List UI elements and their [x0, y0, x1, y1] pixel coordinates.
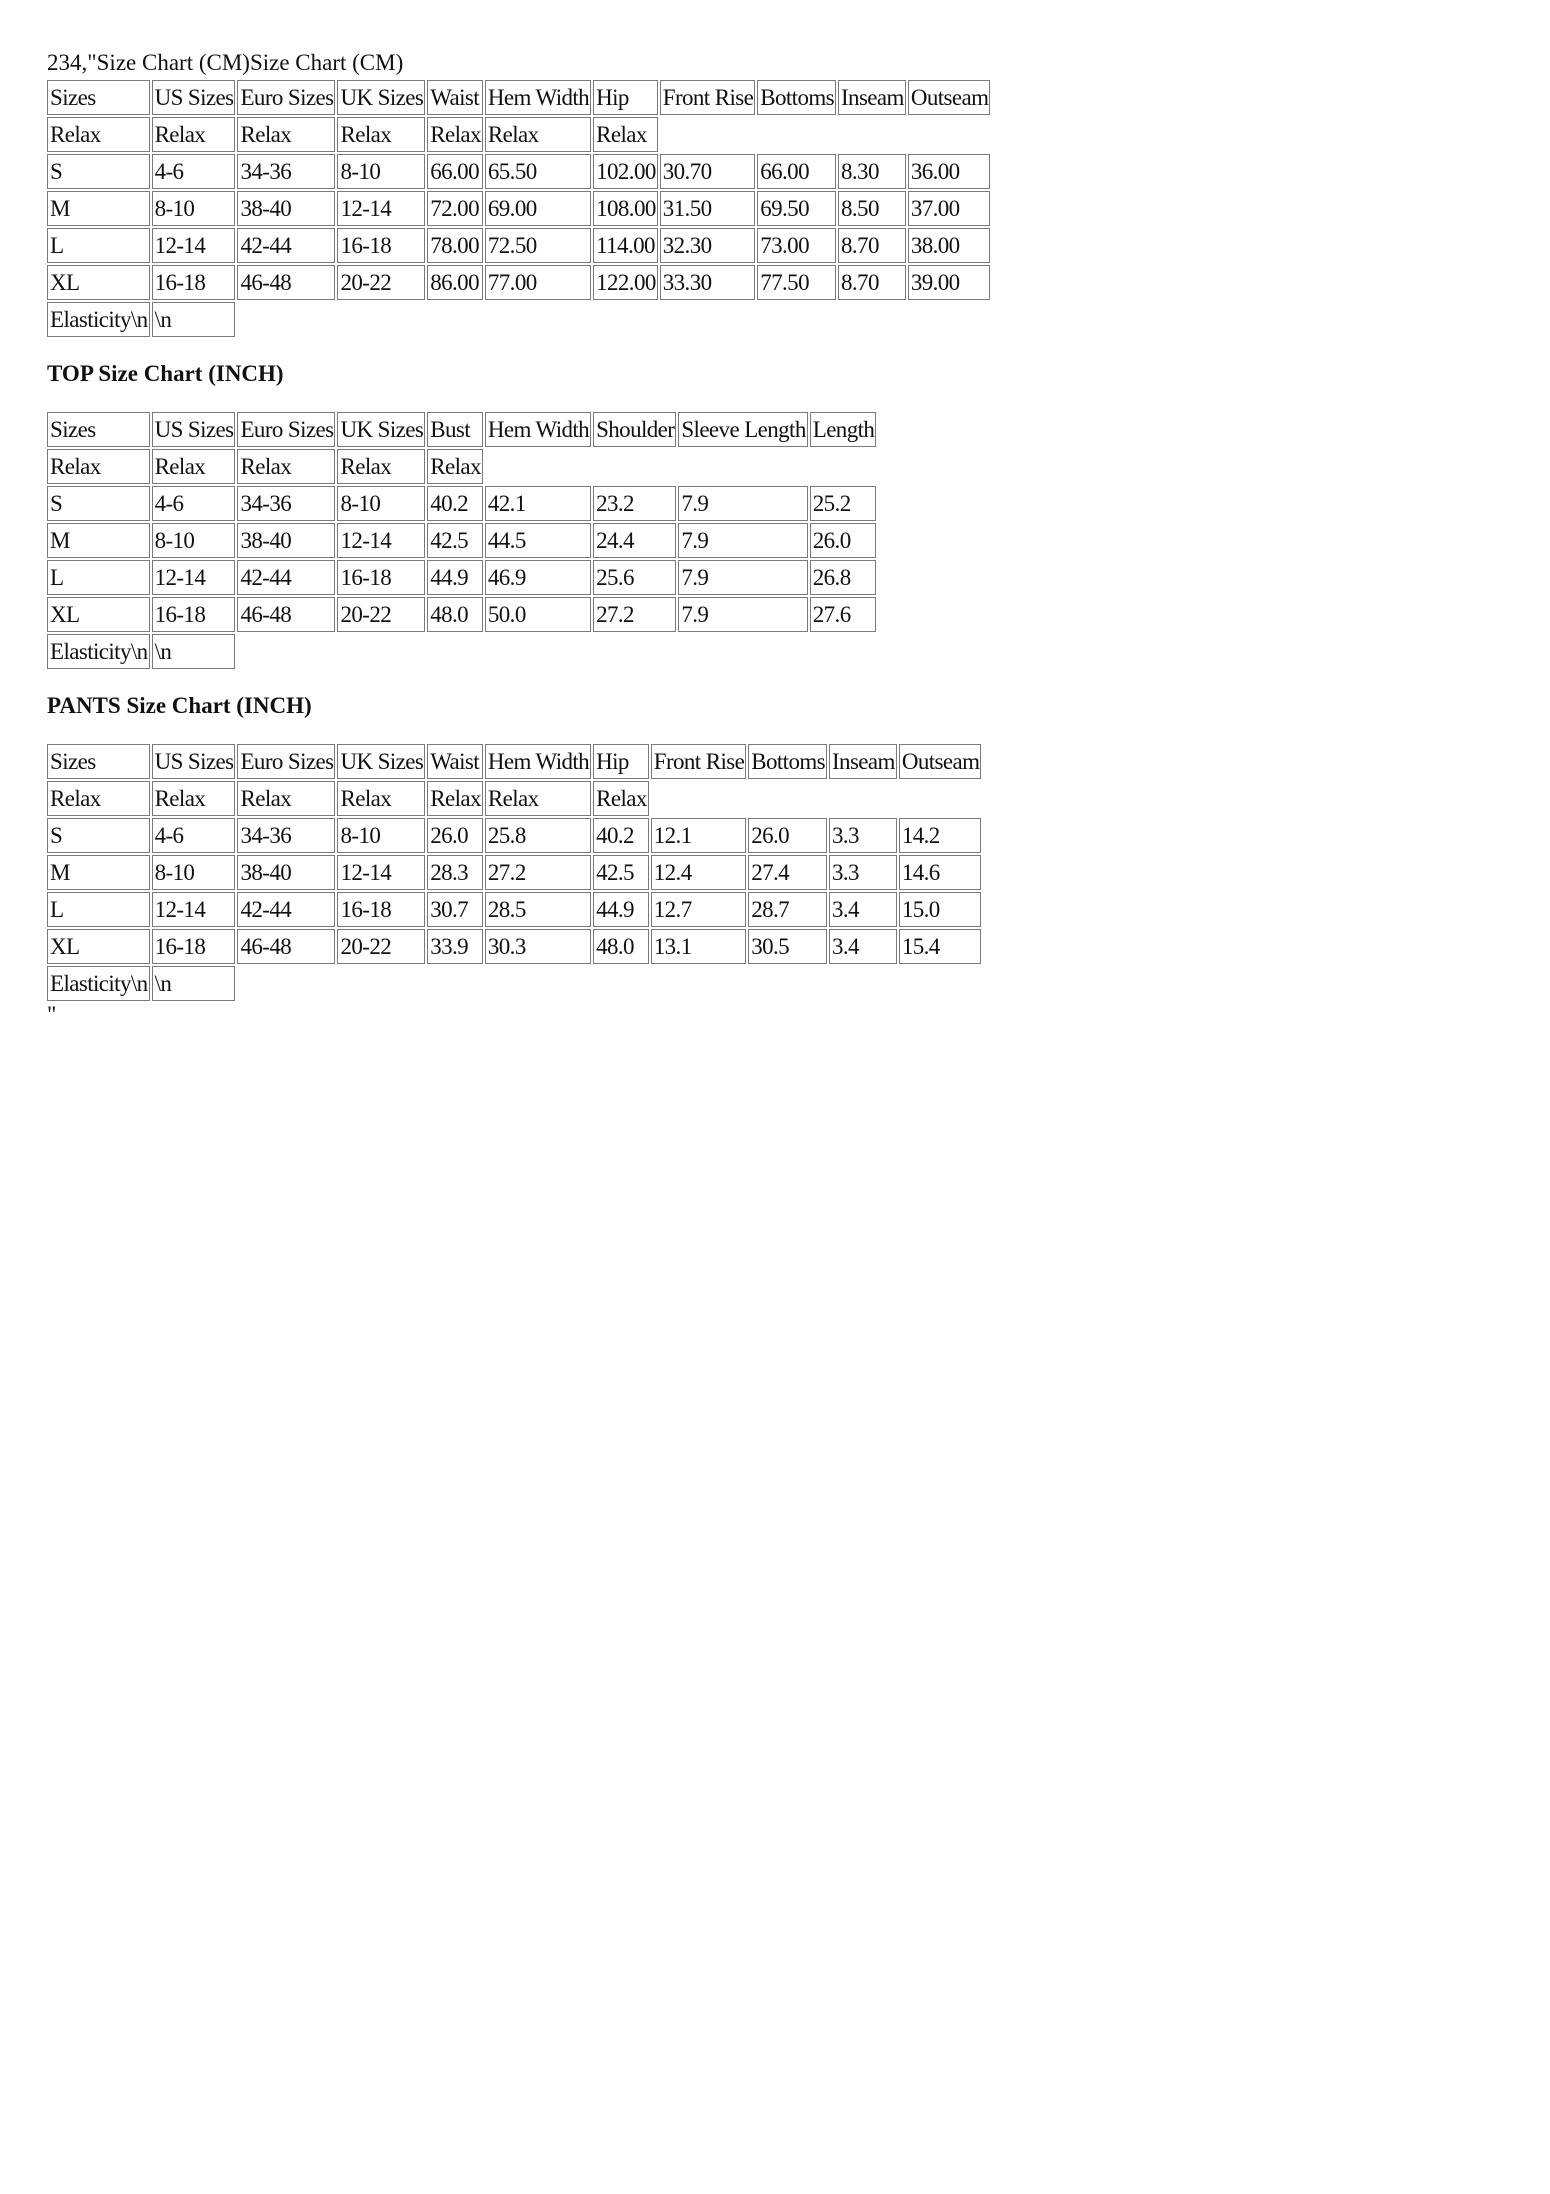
table-cell: Relax — [47, 117, 150, 152]
table-cell: 108.00 — [593, 191, 658, 226]
table-cell: Hem Width — [485, 412, 591, 447]
table-cell-empty — [337, 634, 425, 669]
table-cell: M — [47, 855, 150, 890]
table-row — [47, 929, 981, 964]
table-cell: UK Sizes — [337, 412, 425, 447]
table-cell: 12.4 — [651, 855, 746, 890]
table-cell: 14.6 — [899, 855, 982, 890]
table-cell: Front Rise — [660, 80, 755, 115]
table-cell: M — [47, 523, 150, 558]
table-cell: 86.00 — [427, 265, 483, 300]
table-cell: 8.30 — [838, 154, 906, 189]
table-row — [47, 855, 981, 890]
table-row — [47, 228, 990, 263]
table-cell: 44.5 — [485, 523, 591, 558]
table-cell: 42.5 — [593, 855, 649, 890]
table-cell-empty — [651, 966, 746, 1001]
table-cell-empty — [427, 302, 483, 337]
table-cell: 16-18 — [337, 228, 425, 263]
table-cell: 34-36 — [237, 154, 335, 189]
table-cell: 33.9 — [427, 929, 483, 964]
table-row — [47, 486, 876, 521]
table-cell-empty — [810, 634, 877, 669]
table-cell: S — [47, 818, 150, 853]
table-cell: 15.0 — [899, 892, 982, 927]
table-cell: 34-36 — [237, 818, 335, 853]
table-cell: 12.7 — [651, 892, 746, 927]
table-cell: 102.00 — [593, 154, 658, 189]
table-cell: 12-14 — [152, 892, 236, 927]
table-cell-empty — [838, 117, 906, 152]
table-cell-empty — [337, 302, 425, 337]
table-cell: 27.2 — [485, 855, 591, 890]
table-cell: 46-48 — [237, 597, 335, 632]
table-cell: Relax — [427, 117, 483, 152]
table-row — [47, 892, 981, 927]
table-cell-empty — [748, 966, 827, 1001]
size-chart-table — [45, 742, 983, 1003]
table-cell-empty — [678, 634, 807, 669]
table-cell: 42-44 — [237, 892, 335, 927]
table-cell: 73.00 — [757, 228, 836, 263]
table-cell: 40.2 — [427, 486, 483, 521]
table-cell: Front Rise — [651, 744, 746, 779]
table-cell-empty — [237, 634, 335, 669]
table-cell: Bottoms — [748, 744, 827, 779]
table-cell: 16-18 — [337, 560, 425, 595]
table-cell: 42-44 — [237, 228, 335, 263]
table-row — [47, 154, 990, 189]
table-cell: Hip — [593, 80, 658, 115]
table-cell: Hem Width — [485, 744, 591, 779]
table-cell: Euro Sizes — [237, 80, 335, 115]
table-cell-empty — [838, 302, 906, 337]
table-row — [47, 818, 981, 853]
table-cell: 24.4 — [593, 523, 676, 558]
table-cell-empty — [829, 966, 897, 1001]
table-cell: 8-10 — [337, 818, 425, 853]
table-cell: Sizes — [47, 744, 150, 779]
table-row — [47, 302, 990, 337]
table-cell: 15.4 — [899, 929, 982, 964]
table-cell: 26.0 — [810, 523, 877, 558]
table-cell: Inseam — [838, 80, 906, 115]
table-cell: 3.3 — [829, 855, 897, 890]
table-cell: 27.6 — [810, 597, 877, 632]
tables-container — [47, 78, 992, 1003]
table-cell: L — [47, 892, 150, 927]
table-cell-empty — [593, 634, 676, 669]
table-cell: 25.8 — [485, 818, 591, 853]
table-row — [47, 966, 981, 1001]
table-row — [47, 449, 876, 484]
table-cell: XL — [47, 265, 150, 300]
table-cell: 66.00 — [427, 154, 483, 189]
table-cell: 8-10 — [152, 855, 236, 890]
table-cell: \n — [152, 966, 236, 1001]
end-quote: " — [47, 1002, 57, 1027]
table-cell: 42.5 — [427, 523, 483, 558]
table-cell: 32.30 — [660, 228, 755, 263]
document-page — [47, 50, 992, 1025]
table-cell: 30.70 — [660, 154, 755, 189]
table-cell: Elasticity\n — [47, 634, 150, 669]
table-cell: Relax — [237, 781, 335, 816]
table-cell: US Sizes — [152, 412, 236, 447]
table-cell: 12-14 — [337, 191, 425, 226]
table-cell: 114.00 — [593, 228, 658, 263]
table-cell-empty — [899, 781, 982, 816]
table-cell: Relax — [152, 117, 236, 152]
section-title: TOP Size Chart (INCH) — [47, 361, 284, 386]
table-cell: 16-18 — [152, 597, 236, 632]
table-cell: 38-40 — [237, 191, 335, 226]
table-cell: 27.4 — [748, 855, 827, 890]
table-cell: Relax — [152, 449, 236, 484]
table-cell: 25.6 — [593, 560, 676, 595]
table-cell: 37.00 — [908, 191, 991, 226]
table-cell: 65.50 — [485, 154, 591, 189]
table-cell: Bottoms — [757, 80, 836, 115]
table-cell: Relax — [237, 449, 335, 484]
table-cell: Waist — [427, 80, 483, 115]
table-cell-empty — [593, 449, 676, 484]
table-cell: 42-44 — [237, 560, 335, 595]
table-cell: 4-6 — [152, 486, 236, 521]
table-cell-empty — [810, 449, 877, 484]
table-cell: Relax — [337, 117, 425, 152]
table-cell-empty — [485, 302, 591, 337]
table-cell: Euro Sizes — [237, 412, 335, 447]
table-cell: Relax — [47, 449, 150, 484]
table-cell: 38-40 — [237, 855, 335, 890]
table-cell: 40.2 — [593, 818, 649, 853]
table-cell: Relax — [337, 781, 425, 816]
table-cell: 20-22 — [337, 597, 425, 632]
table-cell: 46.9 — [485, 560, 591, 595]
table-cell-empty — [757, 302, 836, 337]
size-chart-table — [45, 78, 992, 339]
table-cell-empty — [237, 302, 335, 337]
table-cell: 72.50 — [485, 228, 591, 263]
table-cell: Shoulder — [593, 412, 676, 447]
table-cell: UK Sizes — [337, 744, 425, 779]
table-cell-empty — [678, 449, 807, 484]
table-cell: 66.00 — [757, 154, 836, 189]
table-header-row — [47, 412, 876, 447]
table-cell: 16-18 — [152, 929, 236, 964]
table-cell: 23.2 — [593, 486, 676, 521]
table-cell: M — [47, 191, 150, 226]
table-cell: 30.3 — [485, 929, 591, 964]
table-cell: 31.50 — [660, 191, 755, 226]
table-cell: 78.00 — [427, 228, 483, 263]
table-cell: 77.00 — [485, 265, 591, 300]
section-title: PANTS Size Chart (INCH) — [47, 693, 312, 718]
table-cell: 50.0 — [485, 597, 591, 632]
table-cell: Relax — [593, 781, 649, 816]
table-cell: 69.50 — [757, 191, 836, 226]
table-cell: Waist — [427, 744, 483, 779]
table-cell: \n — [152, 634, 236, 669]
table-cell-empty — [757, 117, 836, 152]
table-cell: Relax — [152, 781, 236, 816]
table-cell: 122.00 — [593, 265, 658, 300]
table-cell: L — [47, 560, 150, 595]
table-cell-empty — [748, 781, 827, 816]
table-cell: 12-14 — [152, 228, 236, 263]
table-cell: Sizes — [47, 412, 150, 447]
table-cell: Relax — [485, 117, 591, 152]
table-cell: 16-18 — [152, 265, 236, 300]
table-header-row — [47, 80, 990, 115]
table-cell: 36.00 — [908, 154, 991, 189]
table-cell: 25.2 — [810, 486, 877, 521]
table-cell: Bust — [427, 412, 483, 447]
table-cell: 4-6 — [152, 154, 236, 189]
table-cell-empty — [593, 302, 658, 337]
table-cell-empty — [899, 966, 982, 1001]
table-cell-empty — [829, 781, 897, 816]
table-cell: 44.9 — [593, 892, 649, 927]
table-cell: 4-6 — [152, 818, 236, 853]
table-cell: 7.9 — [678, 560, 807, 595]
table-cell: 27.2 — [593, 597, 676, 632]
table-cell: Sleeve Length — [678, 412, 807, 447]
table-cell: XL — [47, 929, 150, 964]
table-cell: 3.4 — [829, 929, 897, 964]
table-cell: Elasticity\n — [47, 966, 150, 1001]
table-cell: 48.0 — [427, 597, 483, 632]
table-cell: 8.70 — [838, 265, 906, 300]
table-cell-empty — [908, 117, 991, 152]
table-cell: 26.8 — [810, 560, 877, 595]
table-cell: Outseam — [899, 744, 982, 779]
table-cell: Hip — [593, 744, 649, 779]
table-cell: 8-10 — [337, 486, 425, 521]
table-cell: L — [47, 228, 150, 263]
table-cell: Elasticity\n — [47, 302, 150, 337]
table-row — [47, 265, 990, 300]
table-cell: 8-10 — [152, 191, 236, 226]
table-cell: US Sizes — [152, 744, 236, 779]
table-cell: 34-36 — [237, 486, 335, 521]
table-cell: 44.9 — [427, 560, 483, 595]
table-cell: S — [47, 154, 150, 189]
table-row — [47, 560, 876, 595]
table-cell: 30.7 — [427, 892, 483, 927]
table-cell: 12-14 — [337, 523, 425, 558]
table-cell: 12-14 — [337, 855, 425, 890]
table-cell: Relax — [485, 781, 591, 816]
table-row — [47, 634, 876, 669]
table-cell: Sizes — [47, 80, 150, 115]
table-cell-empty — [908, 302, 991, 337]
table-cell-empty — [651, 781, 746, 816]
table-cell-empty — [427, 966, 483, 1001]
table-cell-empty — [485, 449, 591, 484]
table-cell: 7.9 — [678, 597, 807, 632]
table-cell: 38.00 — [908, 228, 991, 263]
table-cell: Relax — [47, 781, 150, 816]
table-row — [47, 523, 876, 558]
table-cell: \n — [152, 302, 236, 337]
table-cell: Relax — [337, 449, 425, 484]
table-cell: 3.3 — [829, 818, 897, 853]
table-cell-empty — [593, 966, 649, 1001]
table-cell: 77.50 — [757, 265, 836, 300]
table-cell-empty — [660, 302, 755, 337]
table-cell: 7.9 — [678, 486, 807, 521]
table-cell: 8.50 — [838, 191, 906, 226]
table-cell: Hem Width — [485, 80, 591, 115]
table-cell: 42.1 — [485, 486, 591, 521]
table-cell: 7.9 — [678, 523, 807, 558]
table-cell: US Sizes — [152, 80, 236, 115]
table-cell: 26.0 — [748, 818, 827, 853]
table-cell: 38-40 — [237, 523, 335, 558]
table-cell: 28.7 — [748, 892, 827, 927]
table-cell: 16-18 — [337, 892, 425, 927]
table-cell: 12.1 — [651, 818, 746, 853]
table-cell: Outseam — [908, 80, 991, 115]
table-cell: 20-22 — [337, 929, 425, 964]
table-cell: 28.3 — [427, 855, 483, 890]
table-cell-empty — [485, 966, 591, 1001]
table-cell-empty — [237, 966, 335, 1001]
table-cell: 48.0 — [593, 929, 649, 964]
table-cell-empty — [660, 117, 755, 152]
table-cell: 39.00 — [908, 265, 991, 300]
table-row — [47, 781, 981, 816]
table-cell: S — [47, 486, 150, 521]
table-header-row — [47, 744, 981, 779]
table-cell: 14.2 — [899, 818, 982, 853]
heading-line: 234,"Size Chart (CM)Size Chart (CM) — [47, 50, 404, 75]
table-cell: 20-22 — [337, 265, 425, 300]
table-cell: 8-10 — [337, 154, 425, 189]
table-cell: 46-48 — [237, 265, 335, 300]
table-cell: Euro Sizes — [237, 744, 335, 779]
table-cell: Length — [810, 412, 877, 447]
table-cell: XL — [47, 597, 150, 632]
table-cell: 8.70 — [838, 228, 906, 263]
table-cell: 33.30 — [660, 265, 755, 300]
table-cell: Inseam — [829, 744, 897, 779]
table-row — [47, 597, 876, 632]
table-row — [47, 117, 990, 152]
table-cell: Relax — [237, 117, 335, 152]
table-cell: Relax — [593, 117, 658, 152]
table-cell: 26.0 — [427, 818, 483, 853]
table-cell: 13.1 — [651, 929, 746, 964]
table-cell-empty — [485, 634, 591, 669]
table-cell: 69.00 — [485, 191, 591, 226]
table-cell: 12-14 — [152, 560, 236, 595]
table-cell: 46-48 — [237, 929, 335, 964]
table-cell: Relax — [427, 449, 483, 484]
table-cell: 72.00 — [427, 191, 483, 226]
table-cell-empty — [337, 966, 425, 1001]
table-cell: 8-10 — [152, 523, 236, 558]
table-cell: 28.5 — [485, 892, 591, 927]
table-cell-empty — [427, 634, 483, 669]
table-cell: 30.5 — [748, 929, 827, 964]
table-cell: Relax — [427, 781, 483, 816]
table-row — [47, 191, 990, 226]
table-cell: UK Sizes — [337, 80, 425, 115]
size-chart-table — [45, 410, 878, 671]
table-cell: 3.4 — [829, 892, 897, 927]
